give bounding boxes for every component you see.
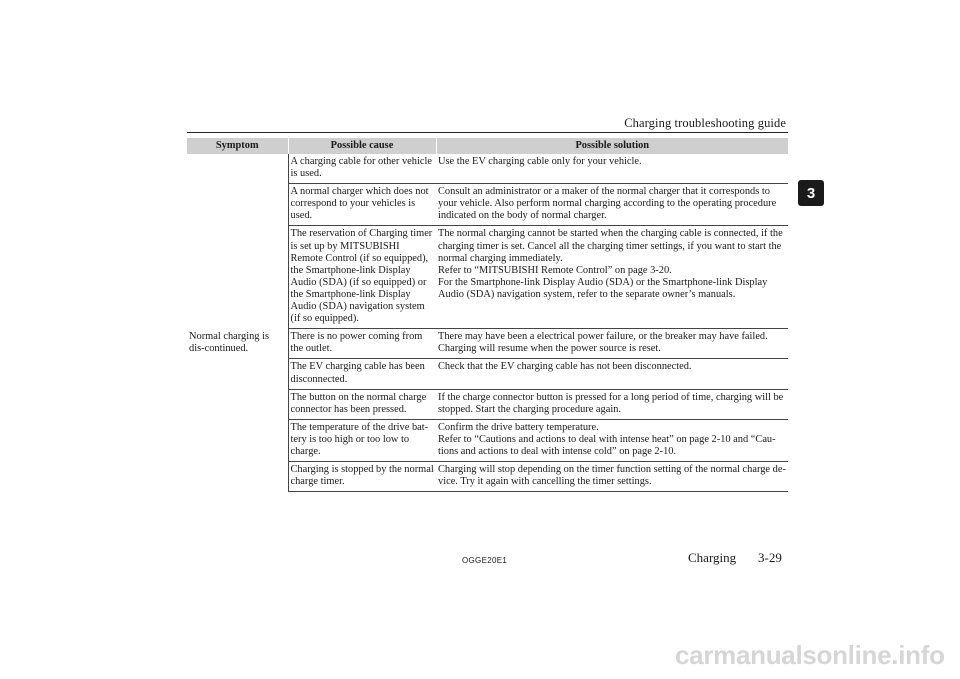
cause-cell: The temperature of the drive bat-tery is too high or too low to charge. (288, 419, 436, 461)
solution-cell: There may have been a electrical power failure, or the breaker may have failed. Charging will resume when the power source is reset. (436, 329, 788, 359)
document-code: OGGE20E1 (462, 556, 508, 565)
page-header-title: Charging troubleshooting guide (624, 116, 786, 130)
cause-cell: The reservation of Charging timer is set up by MITSUBISHI Remote Control (if so equipped), the Smartphone-link Display Audio (SDA) (if so equipped) or the Smartphone-link Display Audio (SDA) navigation system (if so equipped). (288, 226, 436, 329)
watermark-text: carmanualsonline.info (675, 640, 945, 670)
table-row (187, 329, 788, 359)
solution-cell: Check that the EV charging cable has not been disconnected. (436, 359, 788, 389)
table-header-row (187, 138, 788, 154)
cause-cell: The EV charging cable has been disconnected. (288, 359, 436, 389)
footer-section-name: Charging (688, 550, 737, 565)
solution-line: For the Smartphone-link Display Audio (SDA) or the Smartphone-link Display Audio (SDA) navigation system, refer to the separate owner’s manuals. (438, 276, 768, 300)
cause-cell: Charging is stopped by the normal charge timer. (288, 462, 436, 492)
cause-cell: There is no power coming from the outlet. (288, 329, 436, 359)
page-number: 3-29 (758, 550, 782, 565)
solution-line: Confirm the drive battery temperature. (438, 421, 599, 433)
column-header-solution: Possible solution (436, 138, 788, 154)
column-header-symptom: Symptom (187, 138, 288, 154)
chapter-tab[interactable]: 3 (798, 180, 824, 206)
solution-line: Refer to “MITSUBISHI Remote Control” on page 3-20. (438, 264, 672, 276)
cause-cell: The button on the normal charge connector has been pressed. (288, 389, 436, 419)
solution-cell (436, 419, 788, 461)
solution-cell: Charging will stop depending on the timer function setting of the normal charge de-vice. Try it again with cancelling the timer settings. (436, 462, 788, 492)
solution-cell (436, 226, 788, 329)
solution-cell: Use the EV charging cable only for your vehicle. (436, 154, 788, 184)
table-row (187, 154, 788, 184)
solution-cell: Consult an administrator or a maker of the normal charger that it corresponds to your vehicle. Also perform normal charging according to the operating procedure indicated on the body of normal charger. (436, 184, 788, 226)
solution-line: Refer to “Cautions and actions to deal with intense heat” on page 2-10 and “Cau-tions and actions to deal with intense cold” on page 2-10. (438, 433, 776, 457)
cause-cell: A charging cable for other vehicle is used. (288, 154, 436, 184)
symptom-cell (187, 154, 288, 329)
header-rule (187, 132, 788, 133)
symptom-cell: Normal charging is dis-continued. (189, 330, 270, 354)
column-header-cause: Possible cause (288, 138, 436, 154)
cause-cell: A normal charger which does not correspond to your vehicles is used. (288, 184, 436, 226)
solution-line: The normal charging cannot be started when the charging cable is connected, if the charging timer is set. Cancel all the charging timer settings, if you want to start the normal charging immediately. (438, 228, 783, 264)
solution-cell: If the charge connector button is pressed for a long period of time, charging will be stopped. Start the charging procedure again. (436, 389, 788, 419)
troubleshooting-table (187, 138, 788, 492)
